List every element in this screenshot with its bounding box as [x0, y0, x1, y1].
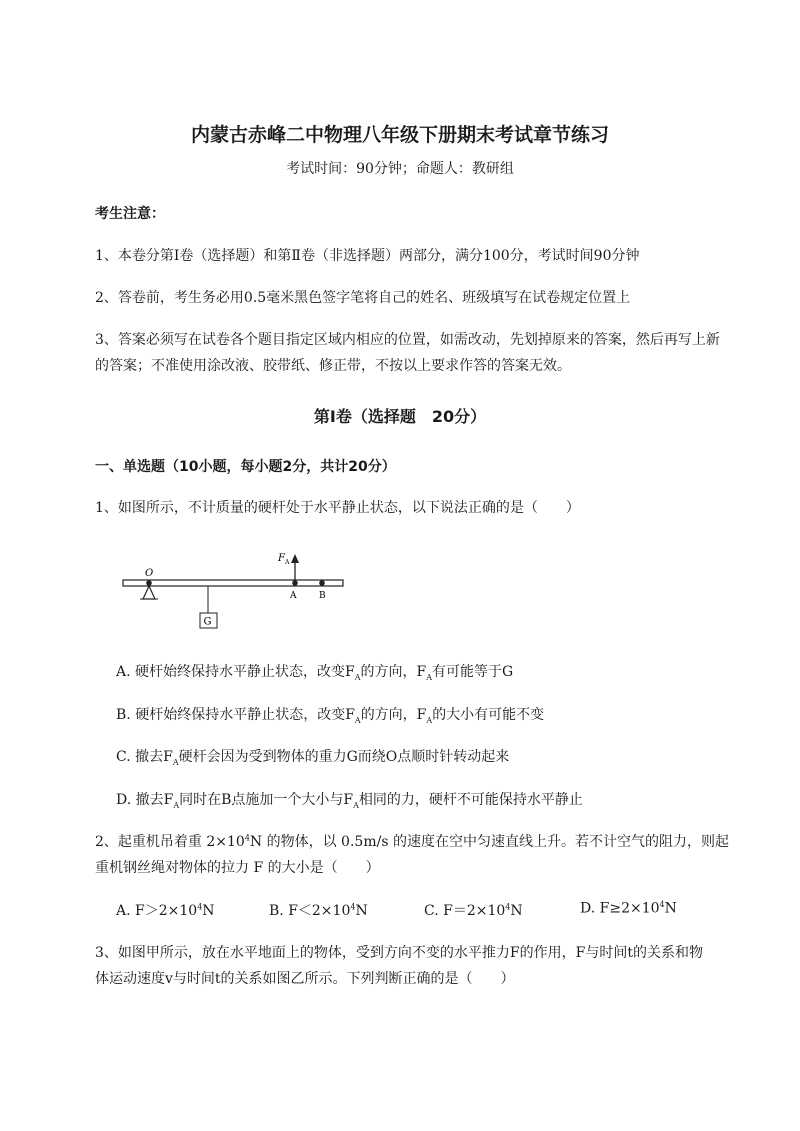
q3-stem-line-1: 3、如图甲所示，放在水平地面上的物体，受到方向不变的水平推力F的作用，F与时间t的关系和物	[95, 945, 703, 961]
q1-option-c[interactable]	[116, 746, 509, 767]
q2-a-sup: 4	[197, 902, 203, 912]
q1-a-text-1: A. 硬杆始终保持水平静止状态，改变F	[116, 664, 355, 680]
label-a: A	[290, 591, 297, 601]
q1-stem: 1、如图所示，不计质量的硬杆处于水平静止状态，以下说法正确的是（ ）	[95, 500, 580, 516]
q2-b-text-1: B. F＜2×10	[269, 903, 351, 919]
q1-a-text-3: 有可能等于G	[432, 664, 514, 680]
q2-a-text-1: A. F＞2×10	[116, 903, 198, 919]
q2-option-d[interactable]	[580, 900, 677, 917]
q1-b-text-2: 的方向，F	[360, 707, 427, 723]
q1-option-d[interactable]	[116, 789, 583, 810]
q2-stem-line-2: 重机钢丝绳对物体的拉力 F 的大小是（ ）	[95, 860, 380, 876]
force-arrow-head	[291, 554, 299, 563]
exam-title: 内蒙古赤峰二中物理八年级下册期末考试章节练习	[190, 124, 609, 146]
q2-d-sup: 4	[659, 900, 665, 909]
q1-b-sub-2: A	[426, 715, 433, 725]
q1-a-sub-1: A	[354, 672, 361, 682]
label-fa-sub: A	[285, 559, 290, 566]
q2-stem-sup: 4	[244, 833, 250, 843]
notice-item-3-cont: 的答案；不准使用涂改液、胶带纸、修正带，不按以上要求作答的答案无效。	[95, 358, 571, 374]
q1-option-a[interactable]	[116, 661, 513, 682]
q2-b-text-2: N	[355, 903, 368, 919]
notice-item-2: 2、答卷前，考生务必用0.5毫米黑色签字笔将自己的姓名、班级填写在试卷规定位置上	[95, 290, 631, 306]
notice-heading: 考生注意：	[95, 206, 165, 222]
q2-c-sup: 4	[505, 902, 511, 912]
q2-a-text-2: N	[202, 903, 215, 919]
label-g: G	[203, 616, 212, 628]
q1-d-text-3: 相同的力，硬杆不可能保持水平静止	[358, 792, 583, 808]
point-b	[319, 580, 325, 586]
label-fa: F	[278, 553, 285, 564]
q2-stem-text-1: 2、起重机吊着重 2×10	[95, 834, 245, 850]
point-a	[292, 580, 298, 586]
q2-d-text-2: N	[664, 900, 677, 917]
notice-item-1: 1、本卷分第I卷（选择题）和第Ⅱ卷（非选择题）两部分，满分100分，考试时间90分钟	[95, 248, 640, 264]
q1-d-text-2: 同时在B点施加一个大小与F	[179, 792, 354, 808]
q2-c-text-1: C. F＝2×10	[424, 903, 506, 919]
q1-c-text-1: C. 撤去F	[116, 749, 173, 765]
q1-d-sub-1: A	[173, 800, 180, 810]
q1-d-sub-2: A	[353, 800, 359, 810]
q1-d-text-1: D. 撤去F	[116, 792, 174, 808]
q2-stem-line-1	[95, 831, 729, 851]
q2-option-c[interactable]	[424, 900, 523, 920]
notice-item-3: 3、答案必须写在试卷各个题目指定区域内相应的位置，如需改动，先划掉原来的答案，然后再写上新	[95, 332, 720, 348]
q2-stem-text-2: N 的物体，以 0.5m/s 的速度在空中匀速直线上升。若不计空气的阻力，则起	[249, 834, 729, 850]
q1-a-text-2: 的方向，F	[360, 664, 427, 680]
q2-option-b[interactable]	[269, 900, 368, 920]
q1-lever-figure	[115, 545, 355, 645]
q1-a-sub-2: A	[426, 672, 433, 682]
fulcrum-triangle	[143, 586, 155, 599]
part-heading: 一、单选题（10小题，每小题2分，共计20分）	[95, 459, 396, 475]
lever-bar	[123, 580, 343, 586]
label-b: B	[319, 591, 326, 601]
q2-d-text-1: D. F≥2×10	[580, 900, 660, 917]
q1-b-sub-1: A	[354, 715, 361, 725]
q1-c-sub-1: A	[172, 757, 179, 767]
q3-stem-line-2: 体运动速度v与时间t的关系如图乙所示。下列判断正确的是（ ）	[95, 971, 515, 987]
exam-subtitle: 考试时间：90分钟；命题人：教研组	[286, 161, 514, 177]
q1-b-text-1: B. 硬杆始终保持水平静止状态，改变F	[116, 707, 355, 723]
q2-option-a[interactable]	[116, 900, 215, 920]
q2-c-text-2: N	[510, 903, 523, 919]
label-o: O	[145, 568, 154, 579]
q1-option-b[interactable]	[116, 704, 544, 725]
section-title: 第I卷（选择题 20分）	[313, 407, 487, 426]
q1-c-text-2: 硬杆会因为受到物体的重力G而绕O点顺时针转动起来	[178, 749, 510, 765]
q1-b-text-3: 的大小有可能不变	[432, 707, 545, 723]
q2-b-sup: 4	[350, 902, 356, 912]
